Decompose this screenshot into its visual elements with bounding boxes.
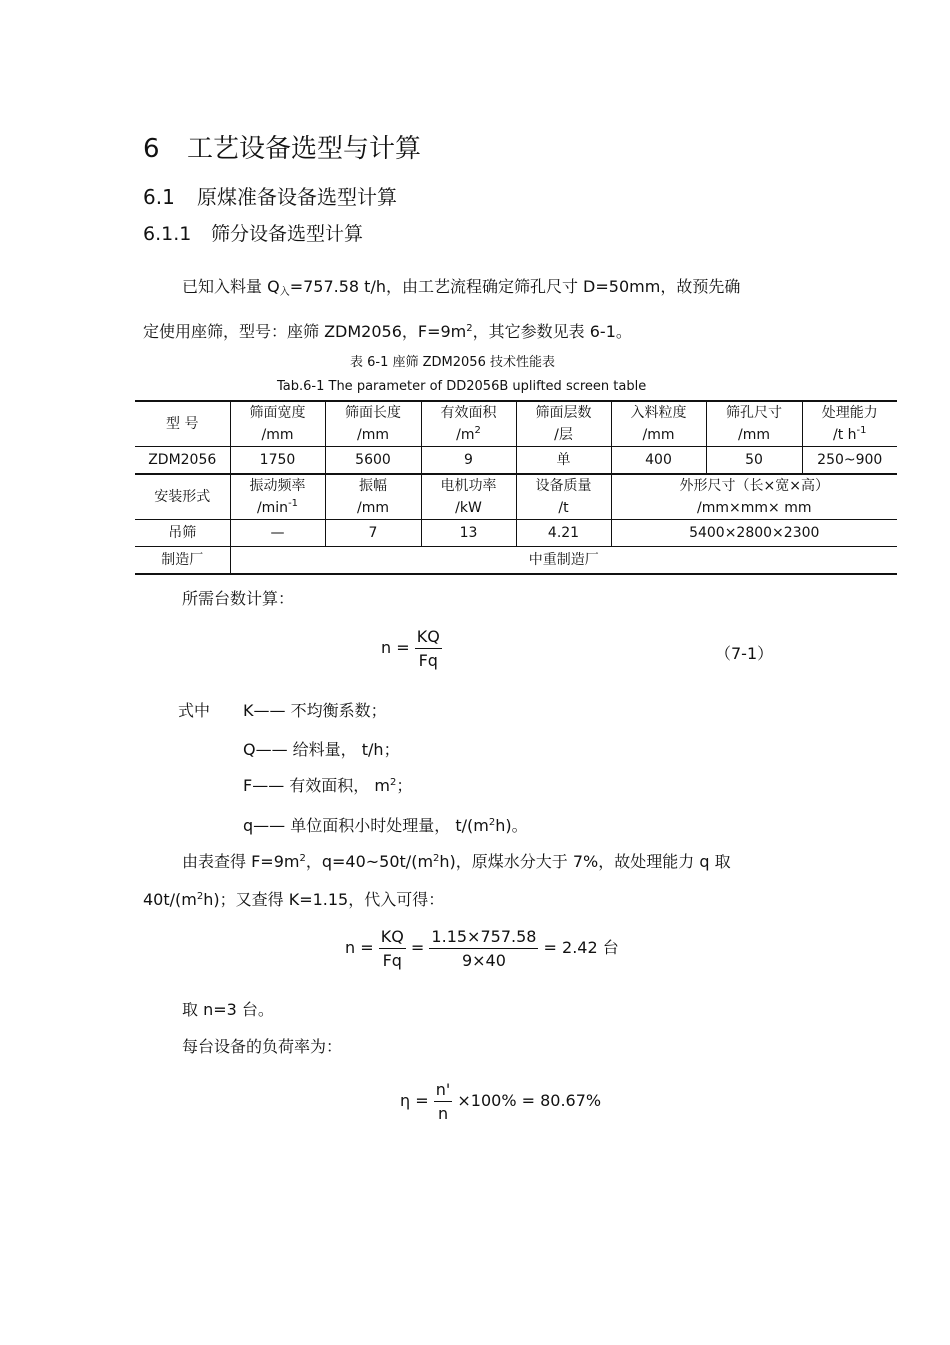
load-intro: 每台设备的负荷率为： xyxy=(182,1037,343,1056)
table-caption-en: Tab.6-1 The parameter of DD2056B uplifted screen table xyxy=(277,379,647,394)
header-layers: 筛面层数 /层 xyxy=(516,401,611,447)
header-mass: 设备质量 /t xyxy=(516,474,611,520)
where-k: K—— 不均衡系数； xyxy=(243,701,387,720)
table-cell: 单 xyxy=(516,447,611,475)
table-row xyxy=(135,520,897,547)
formula-2: n = $\frac{KQ}{Fq}$ = $\frac{1.15\times 757.58}{9\times 40}$ = 2.42 台 xyxy=(345,927,619,970)
formula-3: η = $\frac{n'}{n}$ ×100% = 80.67% xyxy=(400,1080,602,1123)
table-cell: 9 xyxy=(421,447,516,475)
table-cell: 4.21 xyxy=(516,520,611,547)
header-frequency: 振动频率 $/\min^{-1}$ xyxy=(230,474,325,520)
fraction: $\frac{KQ}{Fq}$ xyxy=(416,627,440,670)
chapter-number: 6 xyxy=(143,134,160,164)
table-cell: — xyxy=(230,520,325,547)
header-feed-size: 入料粒度 /mm xyxy=(611,401,706,447)
chapter-title: 工艺设备选型与计算 xyxy=(187,134,422,164)
table-cell: ZDM2056 xyxy=(135,447,230,475)
table-cell: 250~900 xyxy=(802,447,897,475)
header-length: 筛面长度 /mm xyxy=(325,401,421,447)
lookup-line-2: $40t/(m^2h)$；又查得 K=1.15，代入可得： xyxy=(143,890,445,909)
where-f: F—— 有效面积， $m^2$； xyxy=(243,776,413,795)
header-dimensions: 外形尺寸（长×宽×高） /mm×mm× mm xyxy=(611,474,897,520)
header-motor-power: 电机功率 /kW xyxy=(421,474,516,520)
subsection-number: 6.1.1 xyxy=(143,223,192,245)
section-title: 原煤准备设备选型计算 xyxy=(197,185,397,209)
lookup-line-1: 由表查得 $F=9m^2$，$q=40\sim 50t/(m^2h)$，原煤水分大于 7%，故处理能力 q 取 xyxy=(182,852,731,871)
table-header-row-1 xyxy=(135,401,897,447)
table-header-row-2 xyxy=(135,474,897,520)
table-row xyxy=(135,547,897,575)
formula-1: n = $\frac{KQ}{Fq}$ xyxy=(381,627,440,670)
take-n: 取 n=3 台。 xyxy=(182,1000,274,1019)
fraction: $\frac{n'}{n}$ xyxy=(435,1080,451,1123)
calc-intro: 所需台数计算： xyxy=(182,589,295,608)
section-number: 6.1 xyxy=(143,185,175,209)
table-caption-cn: 表 6-1 座筛 ZDM2056 技术性能表 xyxy=(350,355,555,370)
chapter-heading xyxy=(143,128,421,165)
header-width: 筛面宽度 /mm xyxy=(230,401,325,447)
header-aperture: 筛孔尺寸 /mm xyxy=(706,401,802,447)
table-cell: 中重制造厂 xyxy=(230,547,897,575)
fraction: $\frac{1.15\times 757.58}{9\times 40}$ xyxy=(431,927,537,970)
fraction: $\frac{KQ}{Fq}$ xyxy=(380,927,404,970)
subsection-heading xyxy=(143,219,363,246)
section-heading xyxy=(143,181,397,210)
subsection-title: 筛分设备选型计算 xyxy=(211,223,364,245)
where-label: 式中 xyxy=(178,701,211,720)
spec-table xyxy=(135,400,897,575)
table-cell: 吊筛 xyxy=(135,520,230,547)
table-row xyxy=(135,447,897,475)
where-q: Q—— 给料量， t/h； xyxy=(243,740,400,759)
intro-line-1: 已知入料量 $Q_入=757.58$ t/h，由工艺流程确定筛孔尺寸 D=50mm，故预先确 xyxy=(182,277,741,298)
equation-number: （7-1） xyxy=(715,644,774,663)
table-cell: 50 xyxy=(706,447,802,475)
table-cell: 制造厂 xyxy=(135,547,230,575)
header-amplitude: 振幅 /mm xyxy=(325,474,421,520)
header-area: 有效面积 $/m^2$ xyxy=(421,401,516,447)
header-model: 型 号 xyxy=(135,401,230,447)
table-cell: 13 xyxy=(421,520,516,547)
table-cell: 1750 xyxy=(230,447,325,475)
where-qq: q—— 单位面积小时处理量， $t/(m^2h)$。 xyxy=(243,816,528,835)
header-install: 安装形式 xyxy=(135,474,230,520)
table-cell: 400 xyxy=(611,447,706,475)
table-cell: 7 xyxy=(325,520,421,547)
table-cell: 5400×2800×2300 xyxy=(611,520,897,547)
intro-line-2: 定使用座筛，型号：座筛 ZDM2056，$F=9m^2$，其它参数见表 6-1。 xyxy=(143,322,632,341)
header-capacity: 处理能力 /t $h^{-1}$ xyxy=(802,401,897,447)
table-cell: 5600 xyxy=(325,447,421,475)
